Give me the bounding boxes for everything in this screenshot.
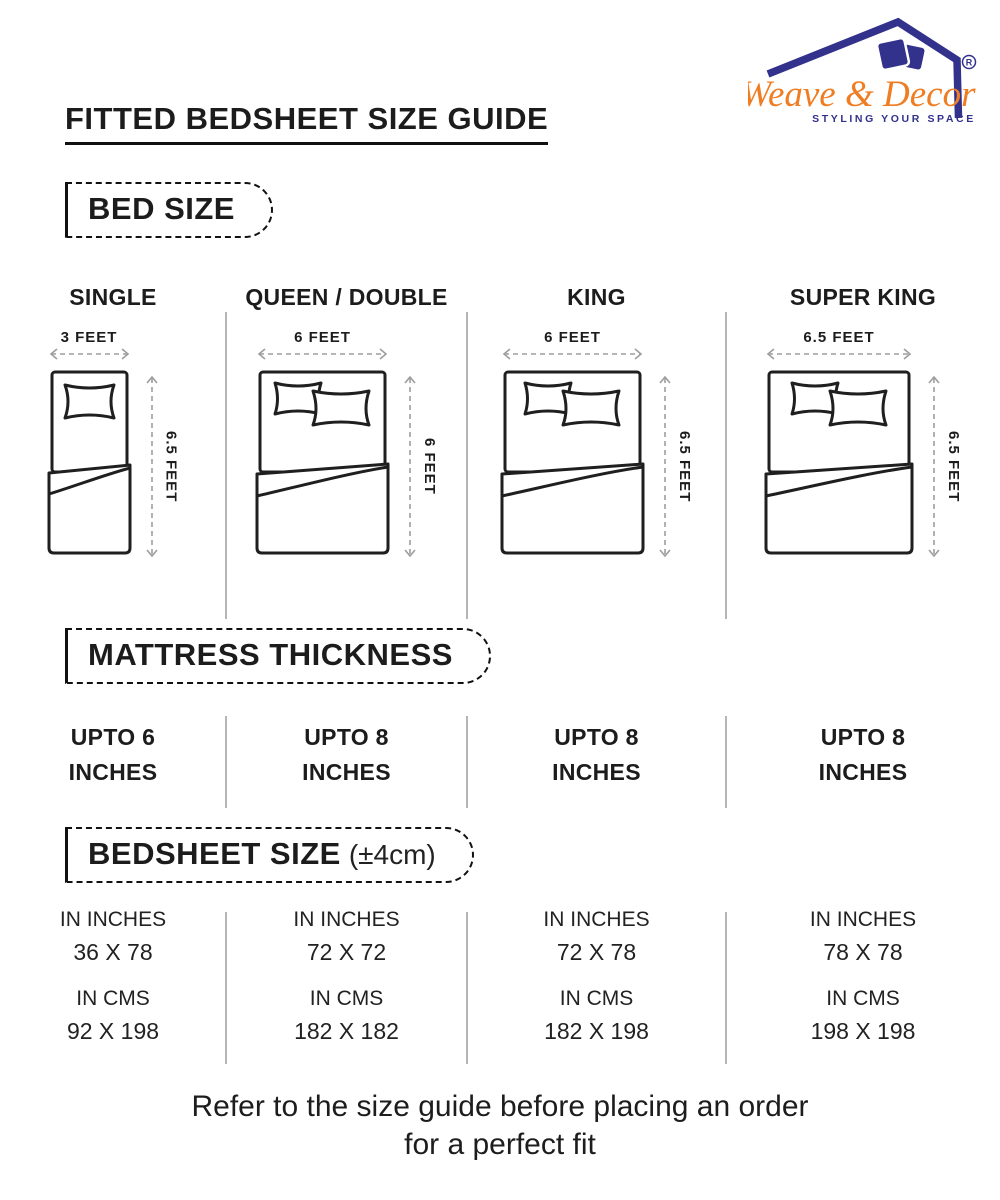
brand-logo-graphic (748, 12, 980, 126)
footer-line-2: for a perfect fit (404, 1127, 596, 1161)
width-dimension-label: 6 FEET (544, 329, 601, 346)
brand-logo (748, 12, 980, 126)
width-arrow (500, 347, 645, 361)
bed-column-super-king (726, 284, 1000, 559)
height-arrow (926, 374, 942, 559)
size-in-inches: 36 X 78 (73, 939, 153, 965)
size-in-cms: 198 X 198 (810, 1018, 916, 1044)
bed-type-name: KING (567, 284, 626, 310)
cms-unit-label: IN CMS (826, 987, 900, 1010)
thickness-value-line2: INCHES (552, 758, 641, 785)
thickness-value-line1: UPTO 8 (554, 724, 639, 750)
bed-type-name: QUEEN / DOUBLE (245, 284, 448, 310)
bedsheet-size-tolerance: (±4cm) (348, 839, 436, 870)
thickness-cell (726, 720, 1000, 789)
cms-unit-label: IN CMS (309, 987, 384, 1010)
pillows-icon (876, 37, 926, 71)
height-arrow (144, 374, 160, 559)
height-dimension-label: 6.5 FEET (162, 430, 180, 503)
bed-size-columns (0, 284, 1000, 559)
footer-line-1: Refer to the size guide before placing an order (191, 1090, 809, 1123)
size-in-cms: 92 X 198 (66, 1018, 160, 1044)
pillow-icon (830, 391, 886, 425)
height-dimension-label: 6 FEET (421, 438, 438, 495)
footer-note (0, 1088, 1000, 1163)
pillow-icon (65, 385, 114, 418)
bedsheet-size-table (0, 908, 1000, 1045)
thickness-value-line1: UPTO 8 (820, 724, 906, 750)
pillow-icon (563, 391, 619, 425)
height-dimension-label: 6.5 FEET (945, 430, 962, 503)
brand-name: Weave & Decor (748, 74, 976, 115)
width-dimension-label: 3 FEET (60, 329, 118, 346)
bed-diagram-double (764, 370, 914, 555)
bed-figure (226, 329, 467, 559)
bed-diagram-double (255, 370, 390, 555)
bedsheet-size-section-header (65, 827, 474, 883)
bed-size-section-header (65, 182, 273, 238)
bed-diagram-single (47, 370, 132, 555)
thickness-value-line2: INCHES (68, 758, 158, 785)
page-title: FITTED BEDSHEET SIZE GUIDE (65, 101, 548, 145)
thickness-value-line2: INCHES (818, 758, 908, 785)
inches-unit-label: IN INCHES (543, 908, 650, 931)
size-in-cms: 182 X 198 (544, 1018, 649, 1044)
cms-unit-label: IN CMS (559, 987, 634, 1010)
thickness-cell (0, 720, 226, 789)
bed-type-name: SINGLE (69, 284, 157, 310)
bed-column-king (467, 284, 726, 559)
bed-type-name: SUPER KING (789, 284, 937, 310)
bedsheet-size-label: BEDSHEET SIZE (88, 836, 341, 871)
svg-text:R: R (965, 57, 973, 68)
mattress-thickness-section-header (65, 628, 491, 684)
height-dimension-label: 6.5 FEET (676, 430, 693, 503)
width-arrow (255, 347, 390, 361)
bed-figure (467, 329, 726, 559)
thickness-value-line2: INCHES (302, 758, 391, 785)
bed-figure (726, 329, 1000, 559)
sheet-size-cell (0, 908, 226, 1045)
bed-figure (0, 329, 226, 559)
size-in-inches: 78 X 78 (823, 939, 903, 965)
inches-unit-label: IN INCHES (59, 908, 167, 931)
bed-diagram-double (500, 370, 645, 555)
thickness-cell (226, 720, 467, 789)
thickness-cell (467, 720, 726, 789)
mattress-thickness-label: MATTRESS THICKNESS (88, 637, 453, 672)
size-in-inches: 72 X 72 (306, 939, 387, 965)
thickness-value-line1: UPTO 8 (304, 724, 389, 750)
size-in-cms: 182 X 182 (294, 1018, 399, 1044)
width-arrow (47, 347, 132, 361)
bed-size-label: BED SIZE (88, 191, 235, 226)
inches-unit-label: IN INCHES (809, 908, 917, 931)
inches-unit-label: IN INCHES (293, 908, 400, 931)
bed-column-queen-double (226, 284, 467, 559)
cms-unit-label: IN CMS (76, 987, 150, 1010)
pillow-icon (313, 391, 369, 425)
mattress-thickness-columns (0, 720, 1000, 789)
width-dimension-label: 6.5 FEET (803, 329, 875, 346)
brand-tagline: STYLING YOUR SPACE (812, 113, 976, 125)
width-dimension-label: 6 FEET (294, 329, 351, 346)
sheet-size-cell (467, 908, 726, 1045)
height-arrow (402, 374, 418, 559)
bed-column-single (0, 284, 226, 559)
sheet-size-cell (226, 908, 467, 1045)
width-arrow (764, 347, 914, 361)
registered-mark (963, 56, 976, 69)
thickness-value-line1: UPTO 6 (70, 724, 156, 750)
sheet-size-cell (726, 908, 1000, 1045)
height-arrow (657, 374, 673, 559)
size-in-inches: 72 X 78 (556, 939, 637, 965)
